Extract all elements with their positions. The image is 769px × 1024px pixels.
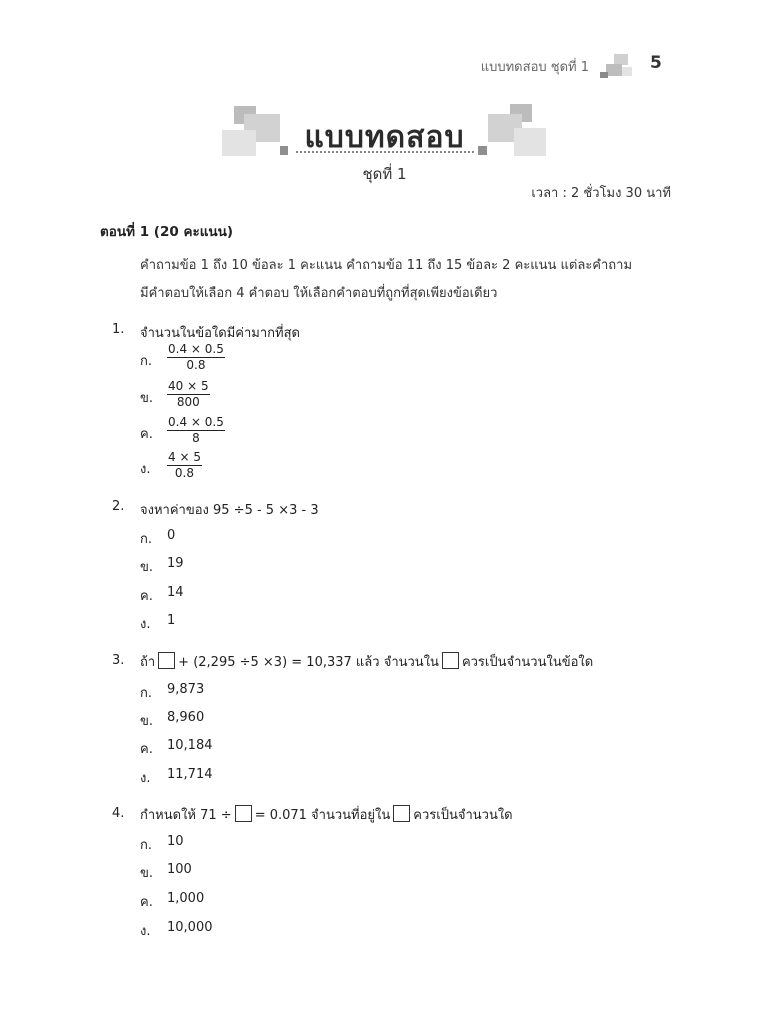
question-4-text (140, 804, 513, 825)
question-3-number: 3. (112, 653, 125, 668)
q4-text-middle: = 0.071 จำนวนที่อยู่ใน (254, 808, 391, 823)
answer-blank-box (235, 805, 252, 822)
q2-option-d-value: 1 (167, 613, 176, 628)
fraction-numerator: 40 × 5 (168, 379, 209, 393)
q4-option-b-value: 100 (167, 862, 192, 877)
q1-option-c-fraction (167, 416, 225, 445)
q1-option-b-fraction (167, 380, 210, 409)
answer-blank-box (393, 805, 410, 822)
fraction-numerator: 0.4 × 0.5 (168, 342, 224, 356)
section-heading: ตอนที่ 1 (20 คะแนน) (100, 224, 234, 240)
q2-option-letter: ค. (140, 589, 153, 604)
q4-option-d-value: 10,000 (167, 920, 213, 935)
q3-option-letter: ง. (140, 771, 151, 786)
answer-blank-box (158, 652, 175, 669)
q3-option-a-value: 9,873 (167, 682, 205, 697)
fraction-numerator: 4 × 5 (168, 450, 201, 464)
q2-option-letter: ข. (140, 560, 154, 575)
question-4-number: 4. (112, 806, 125, 821)
fraction-numerator: 0.4 × 0.5 (168, 415, 224, 429)
q4-option-letter: ข. (140, 866, 154, 881)
question-2-number: 2. (112, 499, 125, 514)
q2-option-b-value: 19 (167, 556, 184, 571)
time-limit: เวลา : 2 ชั่วโมง 30 นาที (531, 186, 671, 201)
q4-option-letter: ง. (140, 924, 151, 939)
q3-option-d-value: 11,714 (167, 767, 213, 782)
q4-option-c-value: 1,000 (167, 891, 205, 906)
q3-text-before: ถ้า (140, 655, 156, 670)
q3-text-middle: + (2,295 ÷5 ×3) = 10,337 แล้ว จำนวนใน (178, 655, 439, 670)
q1-option-letter: ก. (140, 354, 153, 369)
q1-option-letter: ข. (140, 391, 154, 406)
fraction-denominator: 0.8 (186, 358, 206, 372)
page-number: 5 (650, 53, 662, 73)
q3-option-letter: ข. (140, 714, 154, 729)
page-title: แบบทดสอบ (304, 120, 465, 155)
instruction-line-1: คำถามข้อ 1 ถึง 10 ข้อละ 1 คะแนน คำถามข้อ 11 ถึง 15 ข้อละ 2 คะแนน แต่ละคำถาม (140, 258, 633, 273)
q1-option-a-fraction (167, 343, 225, 372)
q2-option-a-value: 0 (167, 528, 176, 543)
q4-option-letter: ค. (140, 895, 153, 910)
test-set-label: ชุดที่ 1 (362, 165, 407, 183)
header-decoration-icon (600, 52, 636, 80)
question-1-number: 1. (112, 322, 125, 337)
q3-option-letter: ค. (140, 742, 153, 757)
q1-option-letter: ค. (140, 427, 153, 442)
q3-option-letter: ก. (140, 686, 153, 701)
question-2-text: จงหาค่าของ 95 ÷5 - 5 ×3 - 3 (140, 503, 319, 518)
q3-option-c-value: 10,184 (167, 738, 213, 753)
q2-option-c-value: 14 (167, 585, 184, 600)
q1-option-letter: ง. (140, 462, 151, 477)
running-header-title: แบบทดสอบ ชุดที่ 1 (480, 60, 589, 75)
q2-option-letter: ง. (140, 617, 151, 632)
q3-option-b-value: 8,960 (167, 710, 205, 725)
q4-text-after: ควรเป็นจำนวนใด (413, 808, 513, 823)
instruction-line-2: มีคำตอบให้เลือก 4 คำตอบ ให้เลือกคำตอบที่ถูกที่สุดเพียงข้อเดียว (140, 286, 498, 301)
fraction-denominator: 0.8 (174, 466, 195, 480)
q2-option-letter: ก. (140, 532, 153, 547)
q4-text-before: กำหนดให้ 71 ÷ (140, 808, 232, 823)
q4-option-a-value: 10 (167, 834, 184, 849)
fraction-denominator: 800 (176, 395, 200, 409)
answer-blank-box (442, 652, 459, 669)
q3-text-after: ควรเป็นจำนวนในข้อใด (461, 655, 594, 670)
question-3-text (140, 651, 593, 672)
fraction-denominator: 8 (192, 431, 200, 445)
q4-option-letter: ก. (140, 838, 153, 853)
q1-option-d-fraction (167, 451, 202, 480)
question-1-text: จำนวนในข้อใดมีค่ามากที่สุด (140, 326, 300, 341)
